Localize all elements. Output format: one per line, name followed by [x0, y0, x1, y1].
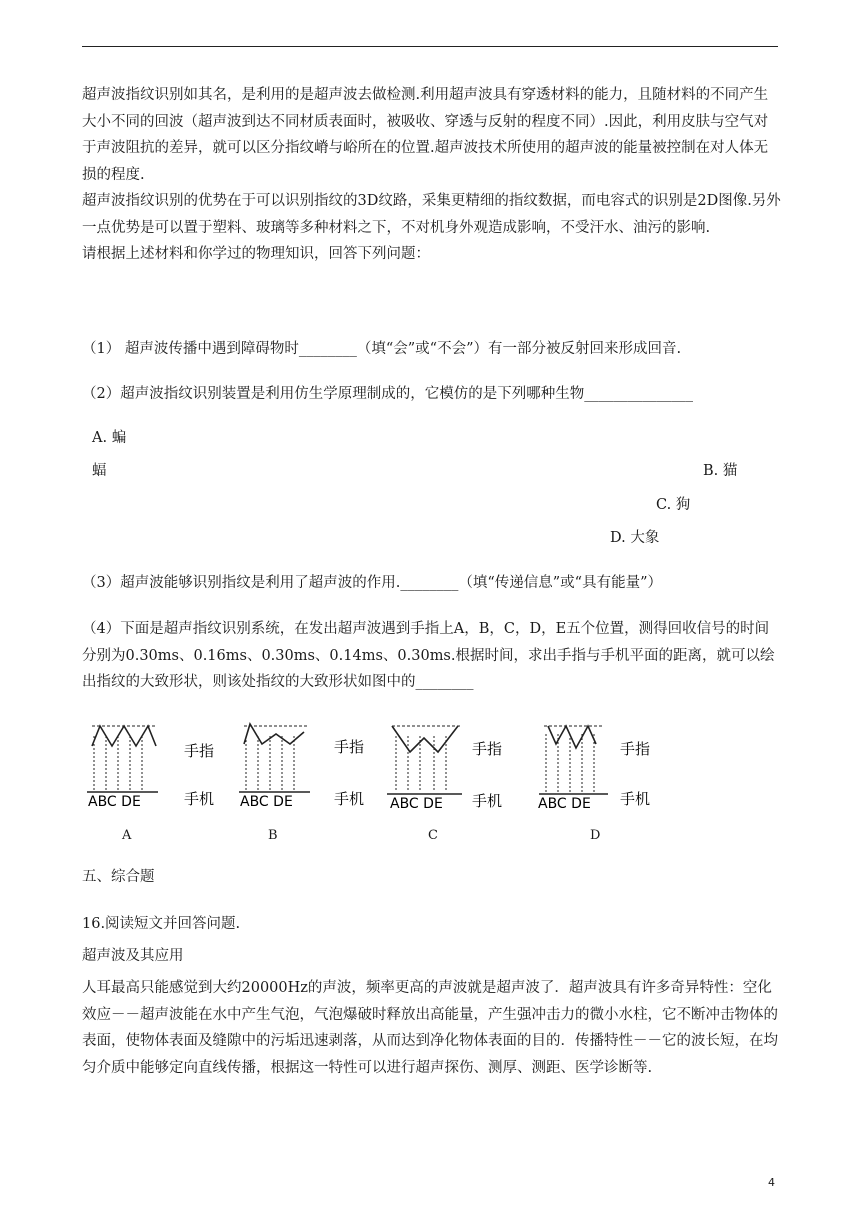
intro-paragraph-2: 超声波指纹识别的优势在于可以识别指纹的3D纹路，采集更精细的指纹数据，而电容式的识别是2D图像.另外一点优势是可以置于塑料、玻璃等多种材料之下，不对机身外观造成影响，不受汗水、油污的影响. [82, 193, 781, 236]
figure-a-diagram [82, 716, 222, 826]
figure-d-option-label: D [590, 828, 601, 843]
figure-c-phone-label: 手机 [472, 792, 503, 810]
figure-c-finger-label: 手指 [472, 740, 503, 758]
option-a-label[interactable]: A. 蝙 [92, 430, 127, 446]
figure-d-finger-label: 手指 [620, 740, 651, 758]
section-title: 五、综合题 [82, 869, 155, 885]
q16-subtitle: 超声波及其应用 [82, 948, 184, 964]
q16-title: 16.阅读短文并回答问题. [82, 916, 241, 932]
figure-d-phone-label: 手机 [620, 790, 651, 808]
figure-a[interactable] [82, 716, 222, 856]
figure-b-diagram [234, 716, 374, 826]
option-d[interactable]: D. 大象 [610, 530, 660, 546]
figure-c[interactable] [382, 716, 522, 856]
intro-paragraph-3: 请根据上述材料和你学过的物理知识，回答下列问题： [82, 246, 430, 262]
option-b[interactable]: B. 猫 [703, 463, 738, 479]
option-a-continuation: 蝠 [92, 463, 107, 479]
figure-d[interactable] [534, 716, 674, 856]
figure-c-diagram [382, 716, 522, 826]
header-rule [82, 46, 778, 47]
question-2: （2）超声波指纹识别装置是利用仿生学原理制成的，它模仿的是下列哪种生物_______________ [82, 386, 693, 402]
figure-a-finger-label: 手指 [184, 742, 215, 760]
page-number: 4 [768, 1176, 775, 1189]
figure-a-phone-label: 手机 [184, 790, 215, 808]
q16-text: 人耳最高只能感觉到大约20000Hz的声波，频率更高的声波就是超声波了．超声波具有许多奇异特性：空化效应－－超声波能在水中产生气泡，气泡爆破时释放出高能量，产生强冲击力的微小水柱，它不断冲击物体的表面，使物体表面及缝隙中的污垢迅速剥落，从而达到净化物体表面的目的．传播特性－－它的波长短，在均匀介质中能够定向直线传播，根据这一特性可以进行超声探伤、测厚、测距、医学诊断等. [82, 980, 778, 1076]
figure-d-points: ABC DE [538, 796, 591, 812]
figure-b-phone-label: 手机 [334, 790, 365, 808]
figure-a-option-label: A [122, 828, 132, 843]
figure-b-finger-label: 手指 [334, 738, 365, 756]
question-3: （3）超声波能够识别指纹是利用了超声波的作用.________（填“传递信息”或“具有能量”） [82, 575, 662, 591]
intro-text [82, 82, 782, 268]
figure-c-option-label: C [428, 828, 438, 843]
figure-b-option-label: B [268, 828, 278, 843]
question-4: （4）下面是超声指纹识别系统，在发出超声波遇到手指上A，B，C，D，E五个位置，测得回收信号的时间分别为0.30ms、0.16ms、0.30ms、0.14ms、0.30ms.根据时间，求出手指与手机平面的距离，就可以绘出指纹的大致形状，则该处指纹的大致形状如图中的________ [82, 621, 775, 690]
figure-b[interactable] [234, 716, 374, 856]
question-1: （1） 超声波传播中遇到障碍物时________（填“会”或“不会”）有一部分被反射回来形成回音. [82, 341, 682, 357]
figure-b-points: ABC DE [240, 794, 293, 810]
intro-paragraph-1: 超声波指纹识别如其名，是利用的是超声波去做检测.利用超声波具有穿透材料的能力，且随材料的不同产生大小不同的回波（超声波到达不同材质表面时，被吸收、穿透与反射的程度不同）.因此，利用皮肤与空气对于声波阻抗的差异，就可以区分指纹嵴与峪所在的位置.超声波技术所使用的超声波的能量被控制在对人体无损的程度. [82, 87, 769, 183]
fingerprint-figures [82, 716, 702, 856]
option-c[interactable]: C. 狗 [656, 497, 691, 513]
figure-d-diagram [534, 716, 674, 826]
figure-c-points: ABC DE [390, 796, 443, 812]
figure-a-points: ABC DE [88, 794, 141, 810]
